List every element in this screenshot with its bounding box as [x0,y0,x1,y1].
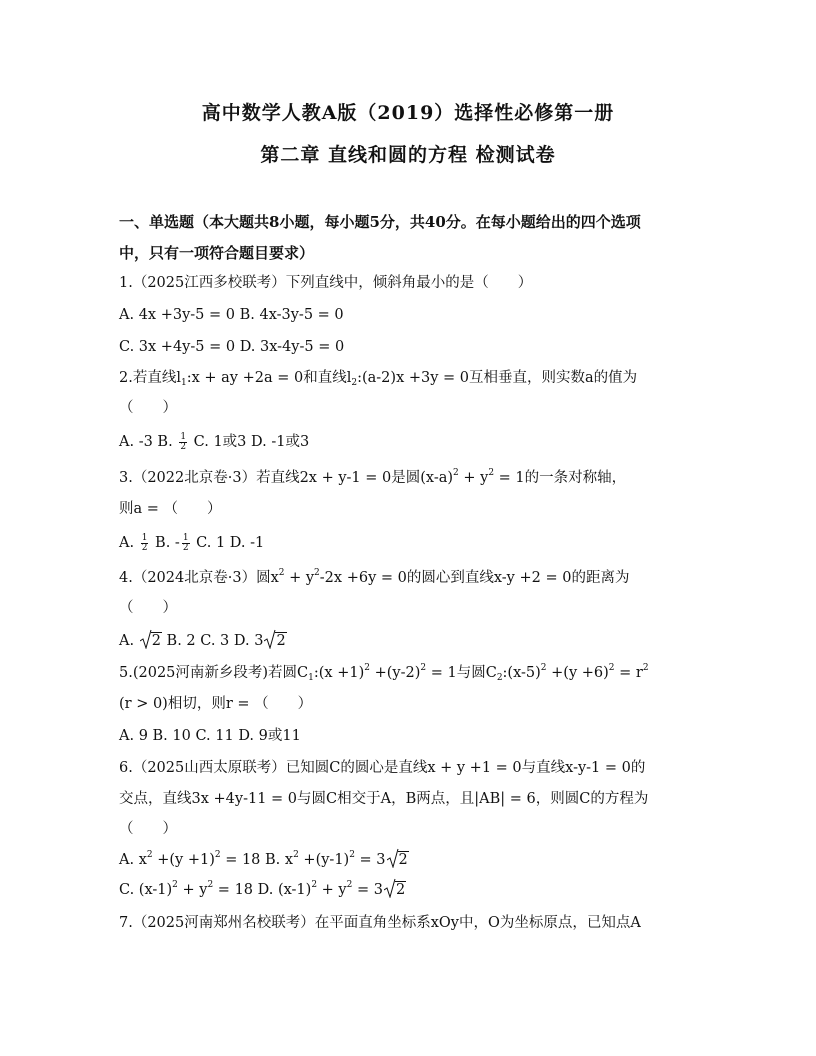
question-6-options-ab: A. $x^2 +(y +1)^2 = 18$ B. $x^2 +(y-1)^2 = 3$ 2 [119,850,408,868]
fraction: $\frac{1}{2}$ [180,431,187,452]
question-3-stem: 3.（2022北京卷·3）若直线2x + y-1 = 0是圆$(x-a)^2 + y^2 = 1$的一条对称轴， [119,468,627,486]
question-2-answer-paren: （ ） [119,400,177,416]
square-root: 2 [140,631,162,651]
square-root: 2 [384,880,406,900]
question-4-options: A. 2 B. 2 C. 3 D. 3 2 [119,631,287,651]
question-6-stem-line1: 6.（2025山西太原联考）已知圆C的圆心是直线x + y +1 = 0与直线x-y-1 = 0的 [119,760,646,776]
question-4-stem: 4.（2024北京卷·3）圆$x^2 + y^2-2x +6y = 0$的圆心到直线x-y +2 = 0的距离为 [119,568,630,586]
question-1-options-cd: C. 3x +4y-5 = 0 D. 3x-4y-5 = 0 [119,339,345,355]
question-6-options-cd: C. $(x-1)^2 + y^2 = 18$ D. $(x-1)^2 + y^2 = 3$ 2 [119,880,406,898]
question-1-stem: 1.（2025江西多校联考）下列直线中，倾斜角最小的是（ ） [119,275,533,291]
question-6-stem-line2: 交点，直线3x +4y-11 = 0与圆C相交于A，B两点，且|AB| = 6，则圆C的方程为 [119,791,649,807]
section-heading-line2: 中，只有一项符合题目要求） [119,244,315,262]
square-root: 2 [387,850,409,870]
document-title: 高中数学人教A版（2019）选择性必修第一册 [201,102,615,124]
square-root: 2 [264,631,286,651]
question-3-options: A. $\frac{1}{2}$ B. - $\frac{1}{2}$ C. 1 D. -1 [119,532,265,553]
question-1-options-ab: A. 4x +3y-5 = 0 B. 4x-3y-5 = 0 [119,307,344,323]
question-5-stem: 5.(2025河南新乡段考)若圆$C_1:(x +1)^2 +(y-2)^2 = 1$与圆$C_2:(x-5)^2 +(y +6)^2 = r^2$ [119,663,649,683]
document-subtitle: 第二章 直线和圆的方程 检测试卷 [260,144,556,166]
question-7-stem: 7.（2025河南郑州名校联考）在平面直角坐标系xOy中，O为坐标原点，已知点A [119,915,641,931]
question-2-stem: 2.若直线$l_1:x$ + ay +2a = 0和直线$l_2:(a-2)x +3y = 0$互相垂直，则实数a的值为 [119,370,638,388]
question-5-stem-line2: (r > 0)相切，则r = （ ） [119,696,313,712]
question-2-options: A. -3 B. $\frac{1}{2}$ C. 1或3 D. -1或3 [119,431,310,452]
fraction: $\frac{1}{2}$ [141,532,148,553]
fraction: $\frac{1}{2}$ [182,532,189,553]
question-3-stem-line2: 则a = （ ） [119,501,222,517]
question-5-options: A. 9 B. 10 C. 11 D. 9或11 [119,728,301,744]
section-heading-line1: 一、单选题（本大题共8小题，每小题5分，共40分。在每小题给出的四个选项 [119,213,641,231]
question-4-answer-paren: （ ） [119,600,177,616]
question-6-answer-paren: （ ） [119,821,177,837]
